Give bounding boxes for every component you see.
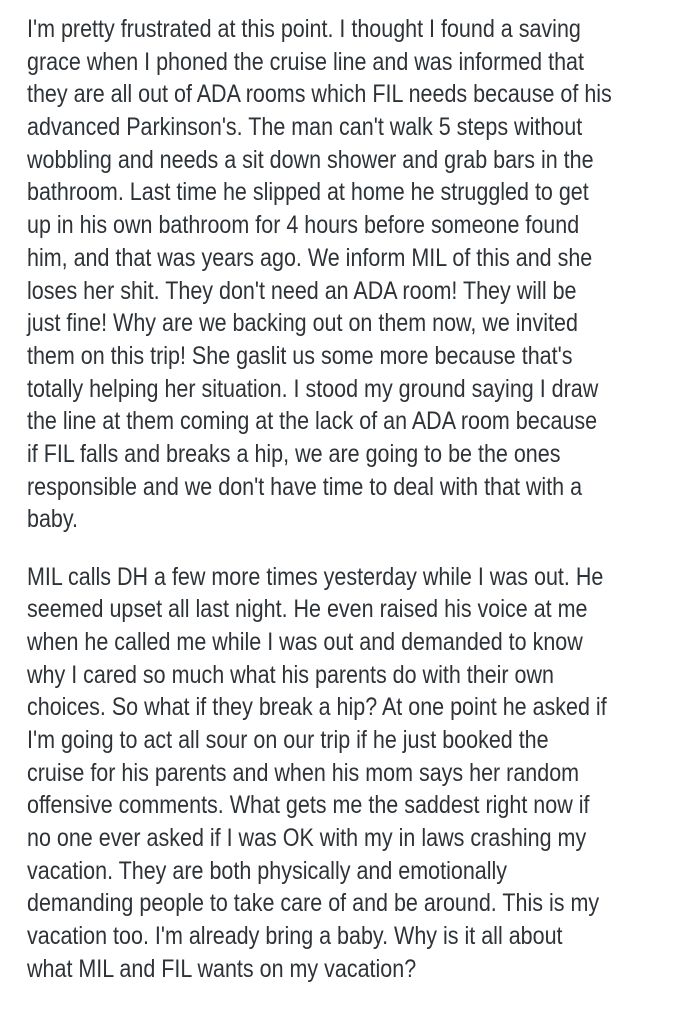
text-line: vacation. They are both physically and emotionally: [27, 856, 508, 885]
text-line: wobbling and needs a sit down shower and grab bars in the: [27, 145, 594, 174]
text-line: they are all out of ADA rooms which FIL needs because of his: [27, 80, 612, 109]
text-line: the line at them coming at the lack of an ADA room because: [27, 407, 598, 436]
text-line: MIL calls DH a few more times yesterday while I was out. He: [27, 562, 604, 591]
text-line: what MIL and FIL wants on my vacation?: [27, 954, 417, 983]
text-line: bathroom. Last time he slipped at home he struggled to get: [27, 178, 589, 207]
text-line: demanding people to take care of and be around. This is my: [27, 889, 600, 918]
text-line: why I cared so much what his parents do with their own: [27, 660, 555, 689]
text-line: choices. So what if they break a hip? At one point he asked if: [27, 693, 607, 722]
text-line: when he called me while I was out and demanded to know: [27, 627, 583, 656]
text-line: I'm going to act all sour on our trip if he just booked the: [27, 725, 549, 754]
text-line: grace when I phoned the cruise line and was informed that: [27, 47, 584, 76]
text-line: offensive comments. What gets me the saddest right now if: [27, 791, 590, 820]
text-line: vacation too. I'm already bring a baby. Why is it all about: [27, 922, 563, 951]
text-line: loses her shit. They don't need an ADA room! They will be: [27, 276, 577, 305]
paragraph: [27, 13, 681, 536]
text-line: seemed upset all last night. He even raised his voice at me: [27, 595, 588, 624]
post-body: [27, 13, 681, 1010]
text-line: I'm pretty frustrated at this point. I thought I found a saving: [27, 15, 581, 43]
text-line: advanced Parkinson's. The man can't walk 5 steps without: [27, 113, 583, 142]
text-line: him, and that was years ago. We inform MIL of this and she: [27, 243, 593, 272]
text-line: just fine! Why are we backing out on them now, we invited: [27, 309, 578, 338]
text-line: them on this trip! She gaslit us some more because that's: [27, 341, 573, 370]
text-line: totally helping her situation. I stood my ground saying I draw: [27, 374, 599, 403]
text-line: baby.: [27, 505, 79, 534]
text-line: up in his own bathroom for 4 hours before someone found: [27, 211, 580, 240]
paragraph: [27, 561, 681, 986]
text-line: no one ever asked if I was OK with my in laws crashing my: [27, 824, 587, 852]
text-line: if FIL falls and breaks a hip, we are going to be the ones: [27, 439, 561, 468]
text-line: responsible and we don't have time to deal with that with a: [27, 472, 583, 501]
text-line: cruise for his parents and when his mom says her random: [27, 758, 580, 787]
